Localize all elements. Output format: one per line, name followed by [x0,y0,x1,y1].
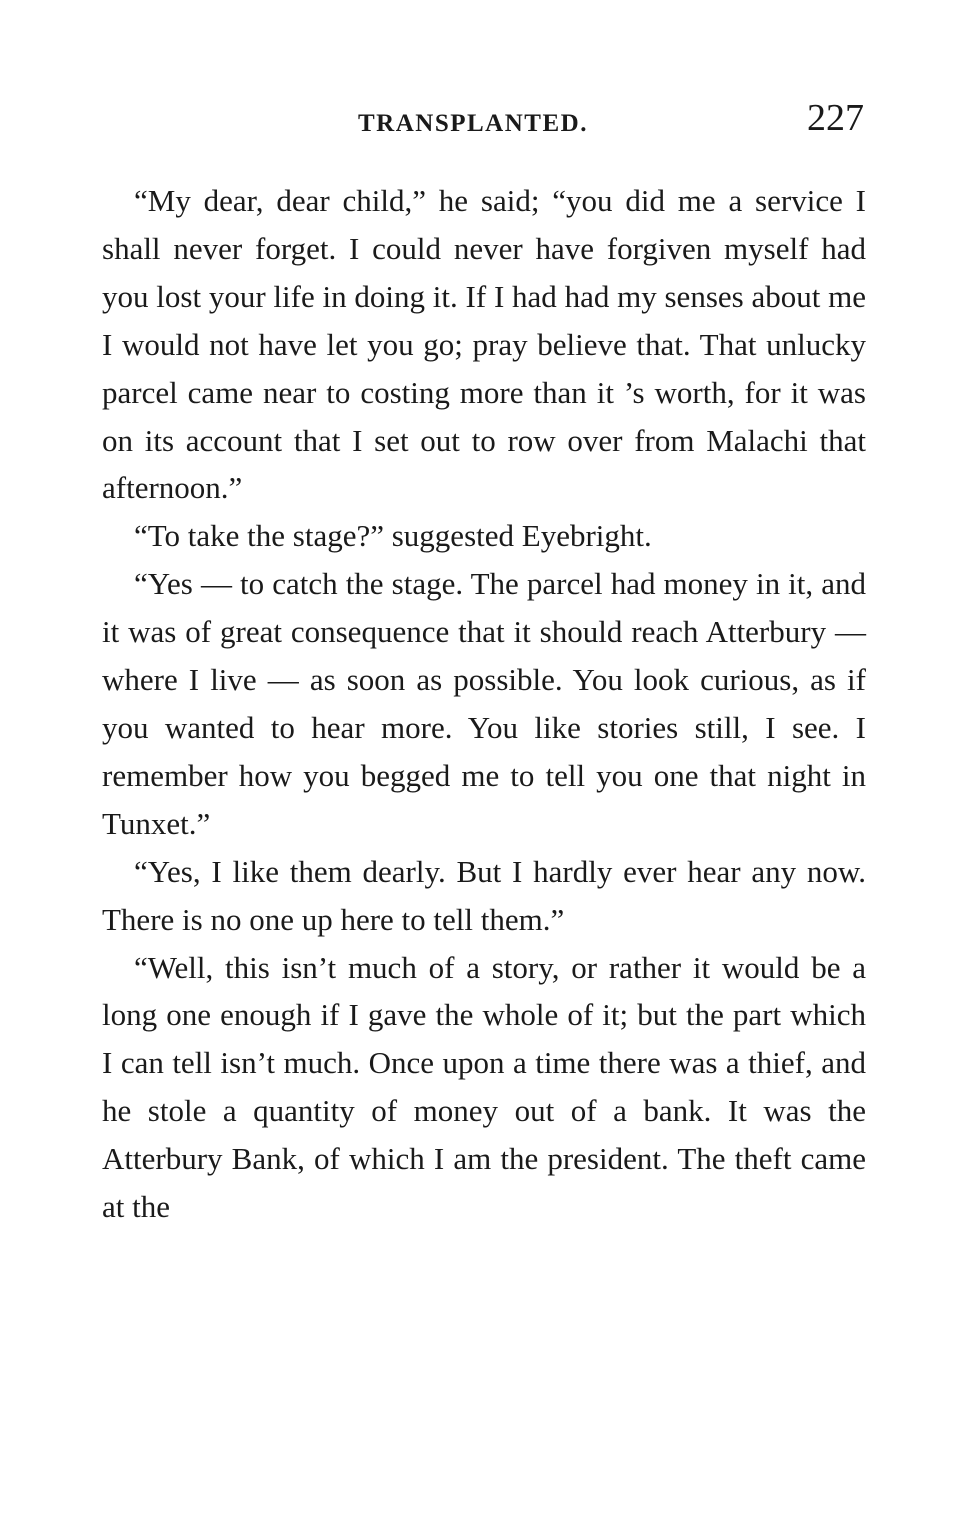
paragraph: “My dear, dear child,” he said; “you did me a service I shall never forget. I could never have forgiven myself had you lost your life in doing it. If I had had my senses about me I would not have let you go; pray believe that. That unlucky parcel came near to costing more than it ’s worth, for it was on its account that I set out to row over from Malachi that afternoon.” [102,183,866,506]
paragraph: “Yes, I like them dearly. But I hardly ever hear any now. There is no one up here to tell them.” [102,853,866,937]
running-title: TRANSPLANTED. [358,110,588,137]
body-text [102,177,866,1231]
paragraph: “Yes — to catch the stage. The parcel had money in it, and it was of great consequence that it should reach Atterbury — where I live — as soon as possible. You look curious, as if you wanted to hear more. You like stories still, I see. I remember how you begged me to tell you one that night in Tunxet.” [102,566,866,841]
paragraph: “To take the stage?” suggested Eyebright. [134,518,652,554]
page-number: 227 [807,97,864,139]
running-head [100,92,868,152]
paragraph: “Well, this isn’t much of a story, or rather it would be a long one enough if I gave the whole of it; but the part which I can tell isn’t much. Once upon a time there was a thief, and he stole a quantity of money out of a bank. It was the Atterbury Bank, of which I am the president. The theft came at the [102,949,866,1225]
